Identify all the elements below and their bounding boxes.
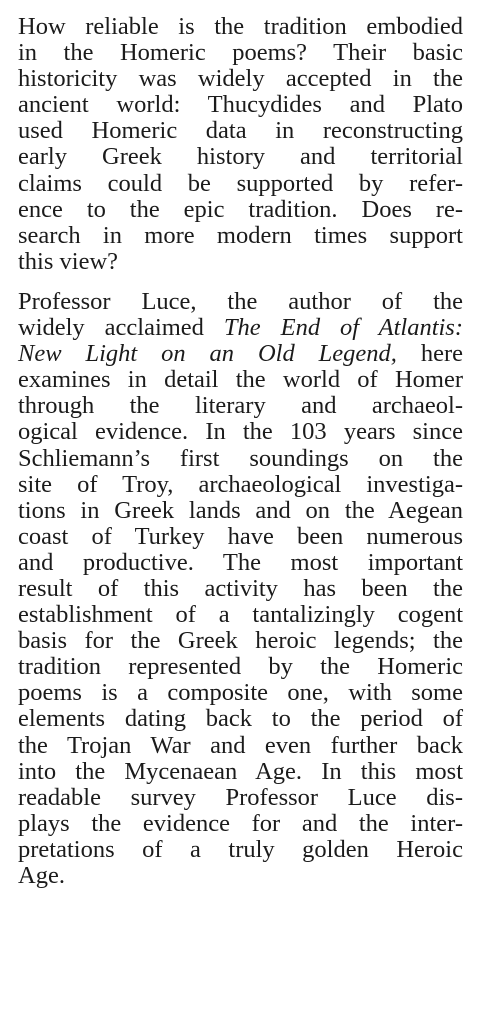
text-segment: into the Mycenaean Age. In this most — [18, 757, 463, 785]
text-segment: ogical evidence. In the 103 years since — [18, 418, 463, 446]
text-line — [18, 837, 463, 863]
text-segment: search in more modern times support — [18, 221, 463, 249]
text-segment: readable survey Professor Luce dis- — [18, 783, 463, 811]
text-line — [18, 628, 463, 654]
text-line — [18, 144, 463, 170]
text-segment: historicity was widely accepted in the — [18, 65, 463, 93]
text-segment: elements dating back to the period of — [18, 705, 463, 733]
text-line — [18, 498, 463, 524]
text-line — [18, 197, 463, 223]
text-line — [18, 680, 463, 706]
text-segment: Age. — [18, 862, 65, 889]
text-line — [18, 289, 463, 315]
text-segment: coast of Turkey have been numerous — [18, 522, 463, 550]
text-line — [18, 14, 463, 40]
text-segment: poems is a composite one, with some — [18, 679, 463, 707]
text-line — [18, 249, 463, 275]
text-segment: this view? — [18, 247, 119, 275]
text-line — [18, 393, 463, 419]
text-line — [18, 811, 463, 837]
text-segment: How reliable is the tradition embodied — [18, 13, 463, 40]
italic-title-text: New Light on an Old Legend, — [18, 340, 397, 368]
text-segment: Schliemann’s first soundings on the — [18, 444, 463, 472]
text-segment: tions in Greek lands and on the Aegean — [18, 496, 463, 524]
text-line — [18, 863, 463, 889]
text-segment: pretations of a truly golden Heroic — [18, 835, 463, 863]
text-line — [18, 785, 463, 811]
text-segment: through the literary and archaeol- — [18, 392, 463, 420]
text-line — [18, 92, 463, 118]
text-line — [18, 341, 463, 367]
text-line — [18, 654, 463, 680]
text-segment: the Trojan War and even further back — [18, 731, 463, 759]
text-segment: used Homeric data in reconstructing — [18, 117, 463, 145]
text-segment: claims could be supported by refer- — [18, 169, 463, 197]
text-line — [18, 171, 463, 197]
text-line — [18, 223, 463, 249]
paragraph — [18, 289, 463, 889]
text-line — [18, 602, 463, 628]
text-segment: tradition represented by the Homeric — [18, 653, 463, 681]
text-segment: in the Homeric poems? Their basic — [18, 39, 463, 67]
book-jacket-text — [18, 14, 463, 889]
text-segment: basis for the Greek heroic legends; the — [18, 627, 463, 655]
text-line — [18, 706, 463, 732]
text-body — [18, 14, 463, 889]
text-segment: early Greek history and territorial — [18, 143, 463, 171]
text-segment: ancient world: Thucydides and Plato — [18, 91, 463, 119]
text-line — [18, 524, 463, 550]
text-line — [18, 367, 463, 393]
text-line — [18, 419, 463, 445]
text-line — [18, 40, 463, 66]
text-segment: and productive. The most important — [18, 548, 463, 576]
text-segment: site of Troy, archaeological investiga- — [18, 470, 463, 498]
paragraph — [18, 14, 463, 275]
text-line — [18, 472, 463, 498]
text-segment: here — [396, 340, 463, 368]
text-segment: widely acclaimed — [18, 314, 224, 342]
text-line — [18, 66, 463, 92]
text-segment: plays the evidence for and the inter- — [18, 809, 463, 837]
text-line — [18, 576, 463, 602]
text-line — [18, 759, 463, 785]
text-line — [18, 550, 463, 576]
text-line — [18, 446, 463, 472]
italic-title-text: The End of Atlantis: — [223, 314, 464, 342]
text-segment: ence to the epic tradition. Does re- — [18, 195, 463, 223]
text-line — [18, 315, 463, 341]
text-segment: Professor Luce, the author of the — [18, 287, 463, 315]
text-segment: establishment of a tantalizingly cogent — [18, 601, 463, 629]
text-segment: result of this activity has been the — [18, 574, 463, 602]
text-segment: examines in detail the world of Homer — [18, 366, 463, 394]
text-line — [18, 733, 463, 759]
text-line — [18, 118, 463, 144]
